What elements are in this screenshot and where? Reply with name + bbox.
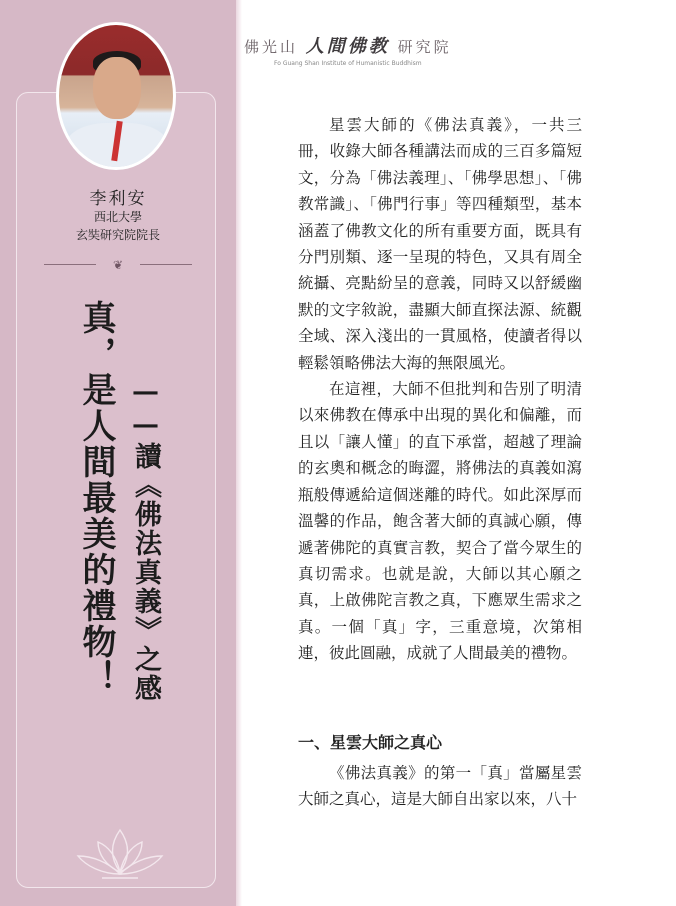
section-heading: 一、星雲大師之真心: [298, 733, 443, 752]
paragraph: 星雲大師的《佛法真義》，一共三冊，收錄大師各種講法而成的三百多篇短文，分為「佛法義理」、「佛學思想」、「佛教常識」、「佛門行事」等四種類型，基本涵蓋了佛教文化的所有重要方面，既具有分門別類、逐一呈現的特色，又具有周全統攝、亮點紛呈的意義，同時又以舒緩幽默的文字敘說，盡顯大師直探法源、統觀全域、深入淺出的一貫風格，使讀者得以輕鬆領略佛法大海的無限風光。: [298, 116, 582, 372]
ornament-divider: [44, 258, 192, 272]
portrait-face: [93, 57, 141, 119]
paragraph: 《佛法真義》的第一「真」當屬星雲大師之真心，這是大師自出家以來，八十: [298, 764, 582, 809]
article-subtitle: ——讀《佛法真義》之感: [130, 376, 161, 703]
divider-line-right: [140, 264, 192, 265]
publisher-header: [244, 32, 494, 68]
section-body: [298, 760, 582, 813]
article-title: 真，是人間最美的禮物！: [76, 300, 116, 696]
cloud-knot-icon: ❦: [112, 258, 124, 272]
publisher-logo: [244, 32, 494, 58]
lotus-icon: [72, 822, 168, 882]
divider-line-left: [44, 264, 96, 265]
author-photo: [56, 22, 176, 170]
logo-english: Fo Guang Shan Institute of Humanistic Buddhism: [274, 60, 422, 67]
sidebar-edge: [236, 0, 242, 906]
logo-left: 佛光山: [244, 38, 299, 56]
article-body: [298, 112, 582, 667]
logo-brand: 人間佛教: [305, 36, 390, 57]
paragraph: 在這裡，大師不但批判和告別了明清以來佛教在傳承中出現的異化和偏離，而且以「讓人懂」的直下承當，超越了理論的玄奧和概念的晦澀，將佛法的真義如瀉瓶般傳遞給這個迷離的時代。如此深厚而溫馨的作品，飽含著大師的真誠心願，傳遞著佛陀的真實言教，契合了當今眾生的真切需求。也就是說，大師以其心願之真，上啟佛陀言教之真，下應眾生需求之真。一個「真」字，三重意境，次第相連，彼此圓融，成就了人間最美的禮物。: [298, 380, 582, 663]
author-name: 李利安: [89, 189, 147, 209]
logo-right: 研究院: [397, 38, 452, 56]
affiliation-line1: 西北大學: [93, 210, 142, 224]
affiliation-line2: 玄奘研究院院長: [75, 228, 160, 242]
author-affiliation: [0, 208, 236, 244]
